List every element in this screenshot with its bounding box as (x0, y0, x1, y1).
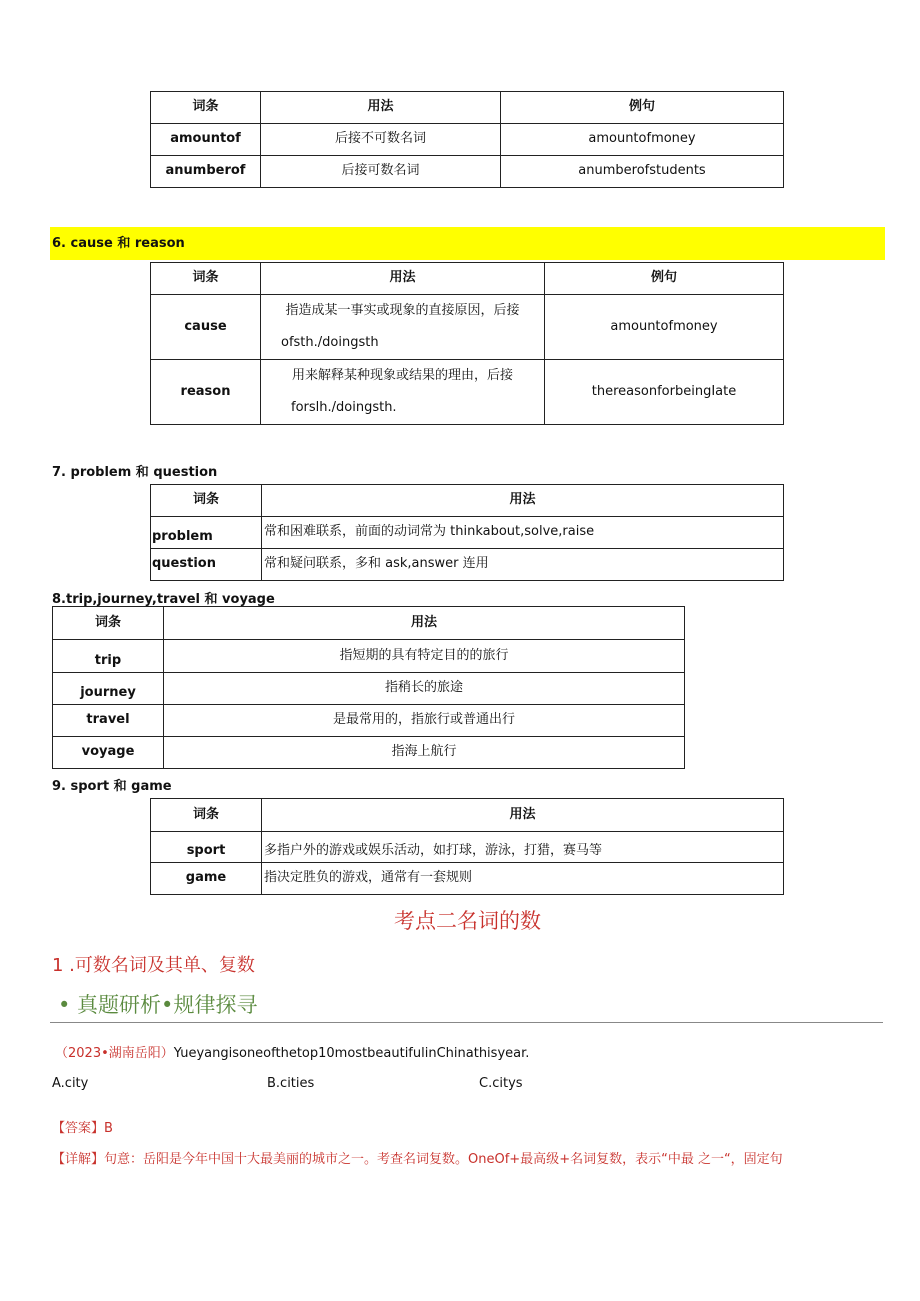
detail-text: 句意：岳阳是今年中国十大最美丽的城市之一。考查名词复数。OneOf+最高级+名词复数，表示“中最 之一“，固定句 (104, 1152, 783, 1167)
table-header: 词条 (53, 607, 164, 640)
table-row (151, 295, 784, 360)
option-c: C.citys (479, 1076, 523, 1091)
usage-cell: 指短期的具有特定目的的旅行 (164, 640, 685, 673)
table-row (151, 517, 784, 549)
table-row (53, 640, 685, 673)
term-cell: reason (151, 360, 261, 425)
question-line (55, 1042, 529, 1061)
answer-value: B (104, 1121, 113, 1136)
detail-line (52, 1148, 882, 1167)
term-cell: question (151, 549, 262, 581)
usage-cell: 常和疑问联系，多和 ask,answer 连用 (262, 549, 784, 581)
usage-line: 指造成某一事实或现象的直接原因，后接 (285, 303, 520, 318)
table-header: 词条 (151, 485, 262, 517)
table-header: 用法 (262, 799, 784, 832)
table-row (53, 673, 685, 705)
term-cell: game (151, 863, 262, 895)
usage-cell (261, 295, 545, 360)
term-cell: problem (151, 517, 262, 549)
usage-cell: 多指户外的游戏或娱乐活动，如打球，游泳，打猎，赛马等 (262, 832, 784, 863)
table-row (151, 360, 784, 425)
question-text: Yueyangisoneofthetop10mostbeautifulinChinathisyear. (173, 1046, 530, 1061)
table-header: 词条 (151, 92, 261, 124)
section-8-heading: 8.trip,journey,travel 和 voyage (52, 592, 275, 607)
section-7-heading: 7. problem 和 question (52, 465, 218, 480)
term-cell: journey (53, 673, 164, 705)
example-cell: thereasonforbeingIate (545, 360, 784, 425)
table-problem-question (150, 484, 784, 581)
answer-label: 【答案】 (52, 1121, 105, 1136)
section-6-heading-text: 6. cause 和 reason (52, 236, 185, 251)
usage-cell (261, 360, 545, 425)
question-source: （2023•湖南岳阳） (55, 1046, 174, 1061)
usage-cell: 指海上航行 (164, 737, 685, 769)
table-sport-game (150, 798, 784, 895)
term-cell: anumberof (151, 156, 261, 188)
banner-divider (50, 1022, 883, 1023)
table-cause-reason (150, 262, 784, 425)
example-cell: amountofmoney (545, 295, 784, 360)
table-header: 例句 (545, 263, 784, 295)
term-cell: voyage (53, 737, 164, 769)
table-row (151, 832, 784, 863)
usage-line: forslh./doingsth. (291, 400, 397, 415)
banner-title: • 真题研析•规律探寻 (58, 993, 258, 1017)
table-row (151, 863, 784, 895)
table-header: 用法 (261, 263, 545, 295)
usage-line: 用来解释某种现象或结果的理由，后接 (291, 368, 513, 383)
table-row (53, 737, 685, 769)
example-cell: anumberofstudents (501, 156, 784, 188)
section-6-heading (50, 227, 885, 260)
table-header: 用法 (261, 92, 501, 124)
term-cell: travel (53, 705, 164, 737)
table-header: 用法 (164, 607, 685, 640)
option-b: B.cities (267, 1076, 315, 1091)
example-cell: amountofmoney (501, 124, 784, 156)
table-header: 词条 (151, 263, 261, 295)
table-row (151, 124, 784, 156)
detail-label: 【详解】 (52, 1152, 105, 1167)
kaodian-title: 考点二名词的数 (394, 909, 541, 933)
kaodian-subtitle: 1 .可数名词及其单、复数 (52, 955, 255, 976)
term-cell: cause (151, 295, 261, 360)
term-cell: trip (53, 640, 164, 673)
section-9-heading: 9. sport 和 game (52, 779, 172, 794)
term-cell: sport (151, 832, 262, 863)
usage-cell: 后接不可数名词 (261, 124, 501, 156)
table-row (151, 549, 784, 581)
option-a: A.city (52, 1076, 89, 1091)
usage-cell: 是最常用的，指旅行或普通出行 (164, 705, 685, 737)
table-trip-journey (52, 606, 685, 769)
usage-cell: 后接可数名词 (261, 156, 501, 188)
table-amount-number (150, 91, 784, 188)
table-header: 词条 (151, 799, 262, 832)
usage-cell: 指稍长的旅途 (164, 673, 685, 705)
table-row (151, 156, 784, 188)
usage-cell: 常和困难联系，前面的动词常为 thinkabout,solve,raise (262, 517, 784, 549)
table-header: 例句 (501, 92, 784, 124)
table-header: 用法 (262, 485, 784, 517)
answer-line (52, 1117, 113, 1136)
usage-line: ofsth./doingsth (281, 335, 379, 350)
usage-cell: 指决定胜负的游戏，通常有一套规则 (262, 863, 784, 895)
table-row (53, 705, 685, 737)
term-cell: amountof (151, 124, 261, 156)
